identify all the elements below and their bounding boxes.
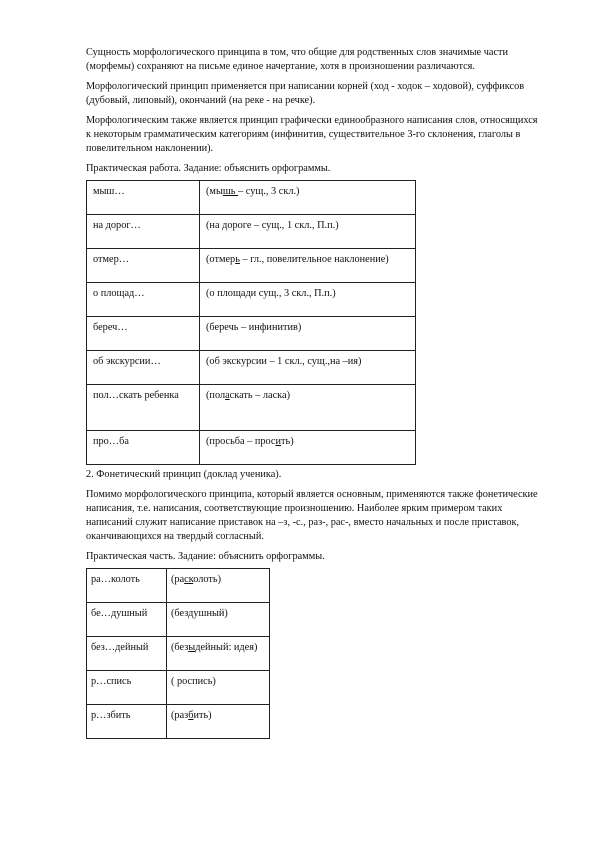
word-cell: об экскурсии… — [87, 351, 200, 385]
table-row — [87, 385, 416, 431]
explanation-text: (отмер — [206, 254, 236, 265]
underlined-orthogram: ск — [184, 574, 194, 585]
explanation-cell — [200, 283, 416, 317]
explanation-cell — [200, 431, 416, 465]
paragraph-grammatical-categories: Морфологическим также является принцип графически единообразного написания слов, относящихся к некоторым грамматическим категориям (инфинитив, существительное 3-го склонения, глаголы в повелительном наклонении). — [86, 115, 538, 154]
word-cell: бе…душный — [87, 603, 167, 637]
word-cell: мыш… — [87, 181, 200, 215]
explanation-cell — [167, 705, 270, 739]
paragraph-phonetic-principle: 2. Фонетический принцип (доклад ученика). — [86, 469, 282, 480]
table-row — [87, 181, 416, 215]
explanation-text: (без — [171, 642, 189, 653]
explanation-text: (пол — [206, 390, 226, 401]
explanation-text: (о площади сущ., 3 скл., П.п.) — [206, 288, 336, 299]
explanation-cell — [167, 637, 270, 671]
underlined-orthogram: б — [188, 710, 194, 721]
paragraph-morphological-essence: Сущность морфологического принципа в том, что общие для родственных слов значимые части (морфемы) сохраняют на письме единое начертание, хотя в произношении различаются. — [86, 47, 509, 72]
explanation-cell — [167, 671, 270, 705]
word-cell: р…спись — [87, 671, 167, 705]
word-cell: ра…колоть — [87, 569, 167, 603]
table-row — [87, 603, 270, 637]
explanation-cell — [167, 603, 270, 637]
underlined-orthogram: ь — [235, 254, 240, 265]
document-page — [86, 46, 538, 739]
explanation-text: (ра — [171, 574, 185, 585]
table-row — [87, 215, 416, 249]
explanation-text-rest: скать – ласка) — [229, 390, 291, 401]
word-cell: береч… — [87, 317, 200, 351]
underlined-orthogram: а — [225, 390, 230, 401]
word-cell: р…збить — [87, 705, 167, 739]
table-row — [87, 705, 270, 739]
table-row — [87, 671, 270, 705]
explanation-text: (беречь – инфинитив) — [206, 322, 302, 333]
explanation-text: (на дороге – сущ., 1 скл., П.п.) — [206, 220, 339, 231]
table-row — [87, 431, 416, 465]
explanation-cell — [200, 215, 416, 249]
word-cell: пол…скать ребенка — [87, 385, 200, 431]
explanation-text-rest: ушный) — [193, 608, 228, 619]
explanation-text: (просьба – прос — [206, 436, 276, 447]
underlined-orthogram: д — [188, 608, 194, 619]
explanation-cell — [167, 569, 270, 603]
explanation-text-rest: дейный: идея) — [195, 642, 258, 653]
word-cell: без…дейный — [87, 637, 167, 671]
explanation-text-rest: ть) — [281, 436, 294, 447]
explanation-text-rest: ить) — [193, 710, 212, 721]
explanation-text: ( роспись) — [171, 676, 216, 687]
explanation-text: (об экскурсии – 1 скл., сущ.,на –ия) — [206, 356, 362, 367]
paragraph-morphological-application: Морфологический принцип применяется при написании корней (ход - ходок – ходовой), суффиксов (дубовый, липовый), окончаний (на реке - на речке). — [86, 81, 525, 106]
explanation-cell — [200, 351, 416, 385]
explanation-text: (раз — [171, 710, 189, 721]
paragraph-practical-work: Практическая работа. Задание: объяснить орфограммы. — [86, 163, 331, 174]
explanation-cell — [200, 385, 416, 431]
table-row — [87, 317, 416, 351]
table-row — [87, 351, 416, 385]
orthogram-table-1 — [86, 180, 416, 465]
underlined-orthogram: и — [275, 436, 282, 447]
word-cell: на дорог… — [87, 215, 200, 249]
word-cell: о площад… — [87, 283, 200, 317]
word-cell: отмер… — [87, 249, 200, 283]
underlined-orthogram: ы — [188, 642, 196, 653]
explanation-text-rest: – сущ., 3 скл.) — [238, 186, 300, 197]
paragraph-phonetic-explanation: Помимо морфологического принципа, который является основным, применяются также фонетические написания, т.е. написания, соответствующие произношению. Наиболее ярким примером таких написаний служит написание приставок на –з, -с., раз-, рас-, вместо начальных и после приставок, оканчивающихся на твердый согласный. — [86, 489, 538, 542]
underlined-orthogram: шь — [222, 186, 239, 197]
word-cell: про…ба — [87, 431, 200, 465]
explanation-cell — [200, 317, 416, 351]
table-row — [87, 637, 270, 671]
explanation-cell — [200, 249, 416, 283]
paragraph-practical-part: Практическая часть. Задание: объяснить орфограммы. — [86, 551, 325, 562]
explanation-cell — [200, 181, 416, 215]
table-row — [87, 569, 270, 603]
orthogram-table-2 — [86, 568, 270, 739]
table-row — [87, 249, 416, 283]
table-row — [87, 283, 416, 317]
explanation-text: (мы — [206, 186, 223, 197]
explanation-text: (без — [171, 608, 189, 619]
explanation-text-rest: – гл., повелительное наклонение) — [239, 254, 389, 265]
explanation-text-rest: олоть) — [193, 574, 222, 585]
